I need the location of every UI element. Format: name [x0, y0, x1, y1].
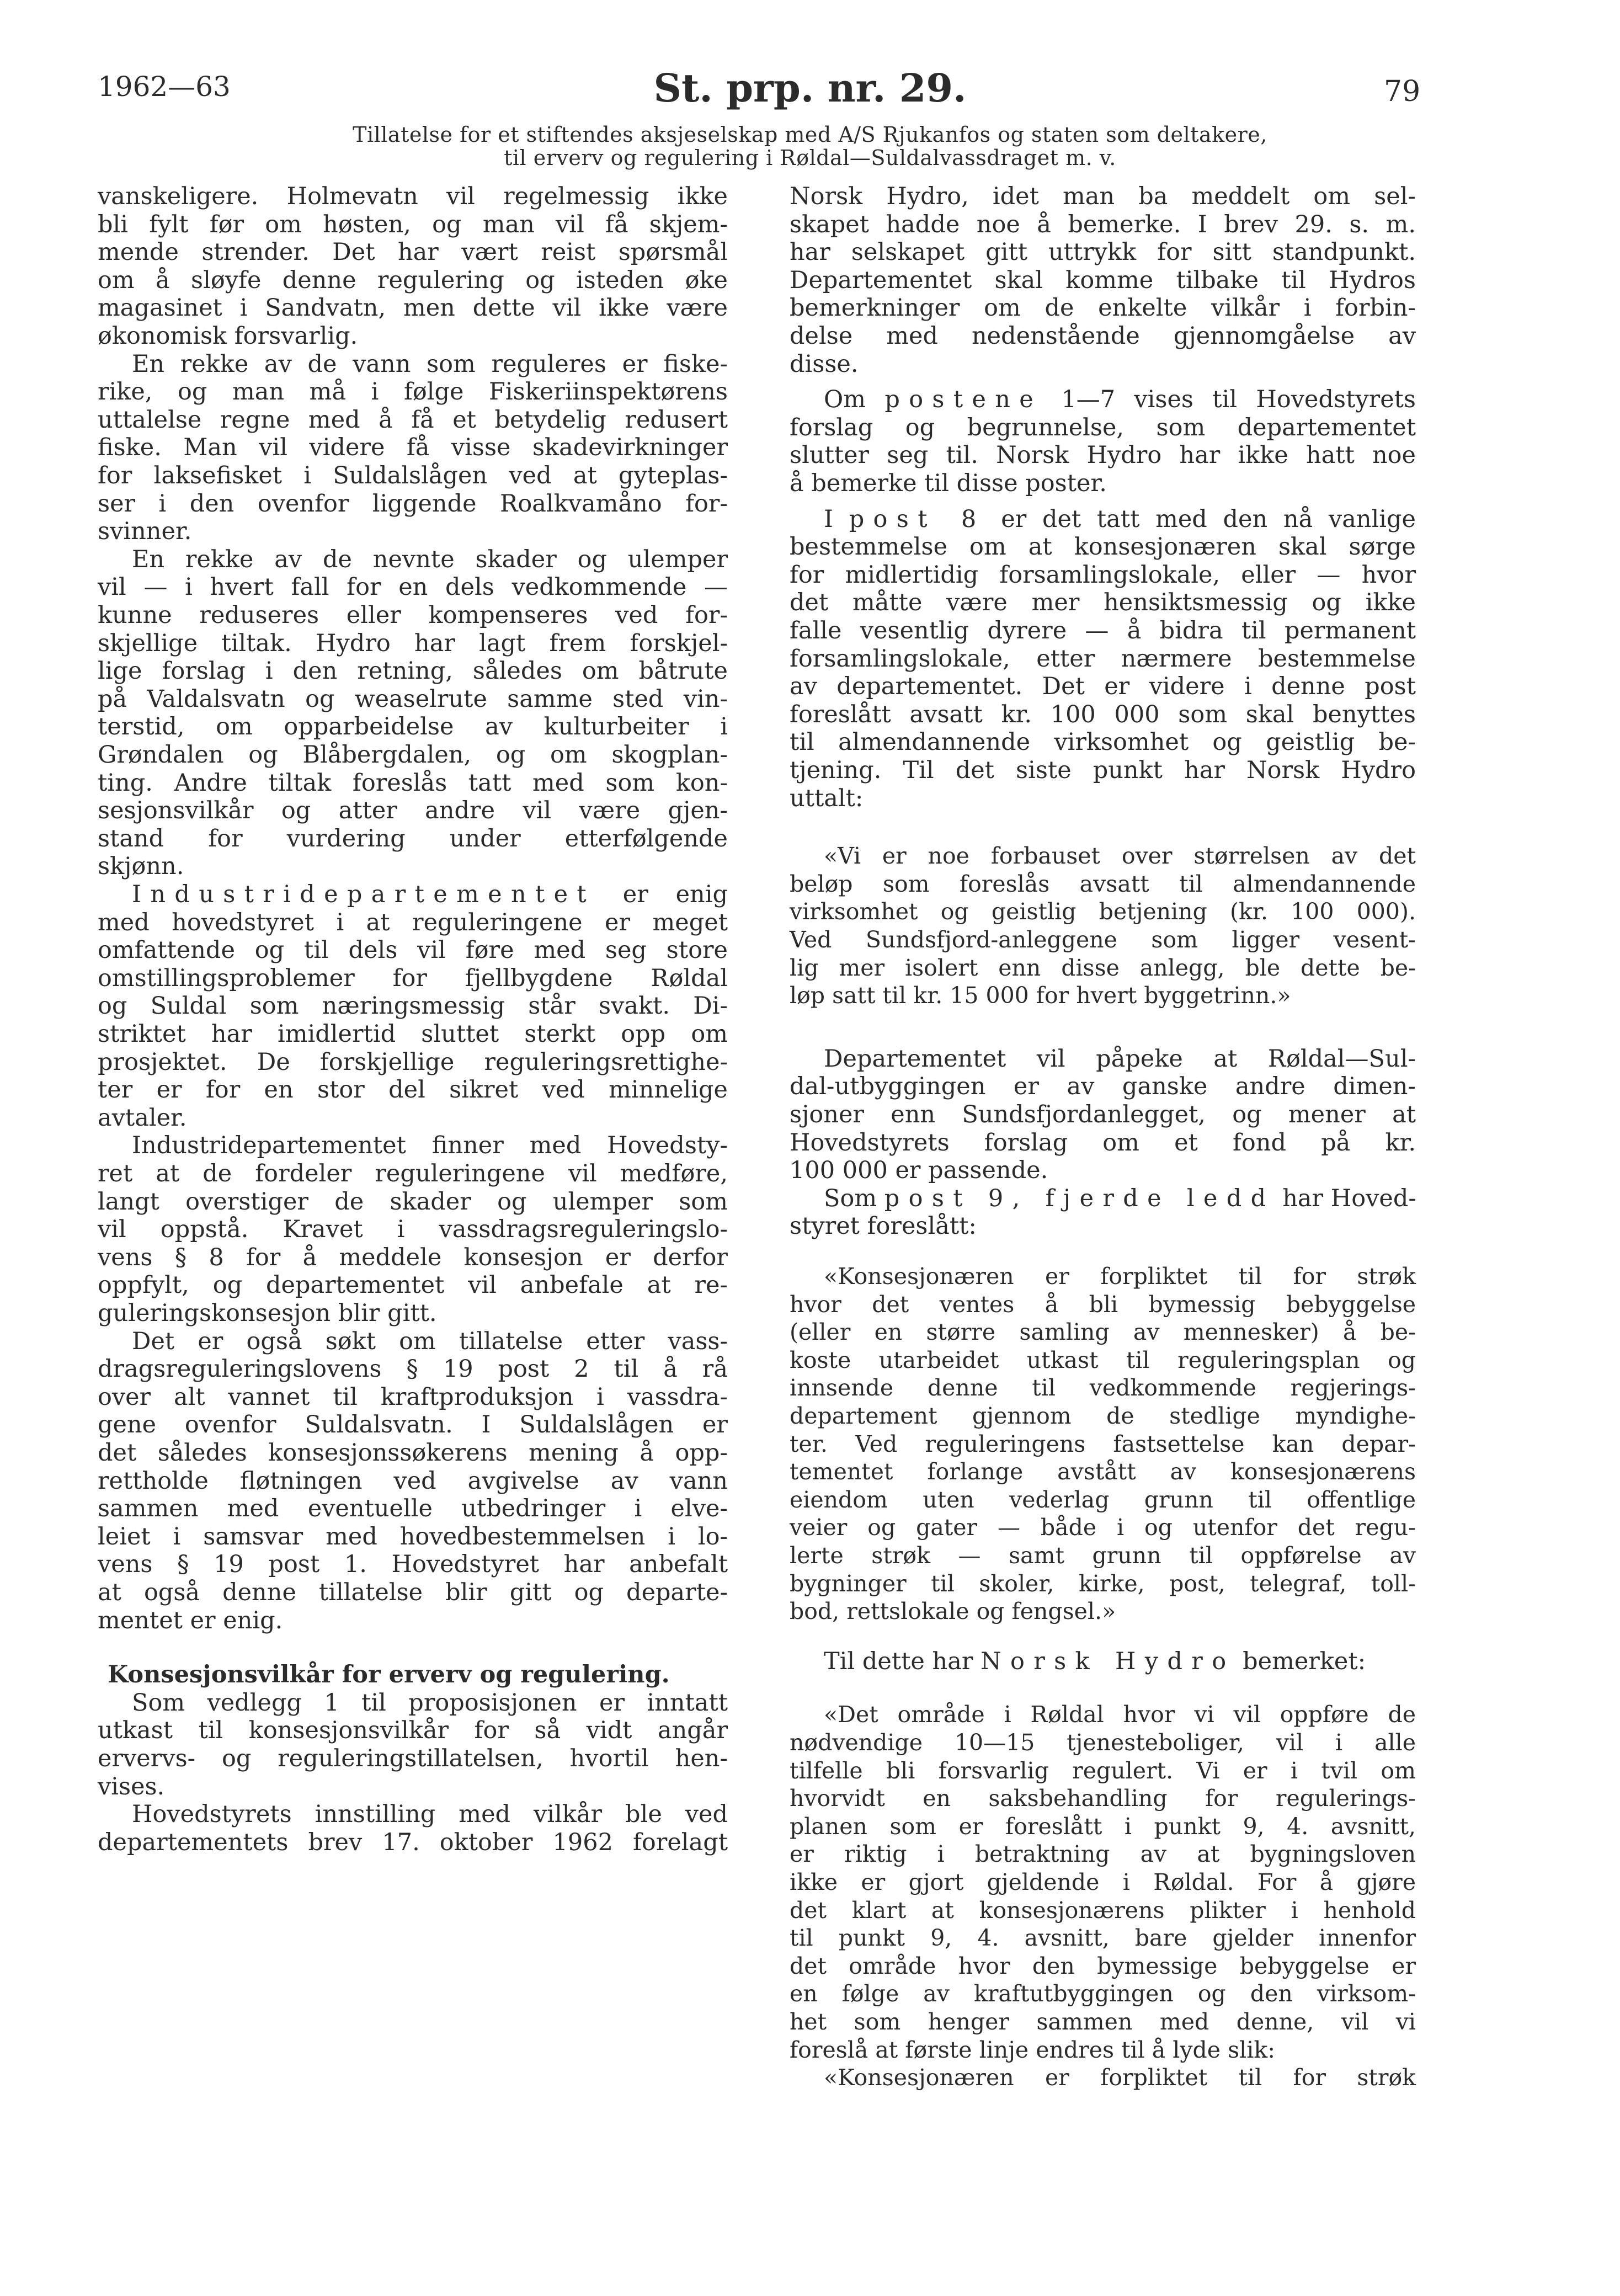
text-line: sjoner enn Sundsfjordanlegget, og mener at [790, 1101, 1416, 1128]
text-line: «Det område i Røldal hvor vi vil oppføre de [824, 1701, 1416, 1728]
text-line: utkast til konsesjonsvilkår for så vidt angår [98, 1717, 728, 1745]
text-line: disse. [790, 350, 859, 378]
text-line: langt overstiger de skader og ulemper som [98, 1187, 728, 1216]
text-line: skjønn. [98, 853, 184, 881]
text-line: ervervs- og reguleringstillatelsen, hvortil hen- [98, 1745, 728, 1772]
text-line: Departementet skal komme tilbake til Hydros [790, 266, 1416, 294]
text-line: lig mer isolert enn disse anlegg, ble dette be- [790, 954, 1416, 981]
text-line: Departementet vil påpeke at Røldal—Sul- [824, 1045, 1416, 1073]
text-line: tjening. Til det siste punkt har Norsk Hydro [790, 757, 1416, 784]
text-line: på Valdalsvatn og weaselrute samme sted vin- [98, 685, 728, 713]
text-line: vil oppstå. Kravet i vassdragsreguleringslo- [98, 1216, 728, 1244]
text-line: at også denne tillatelse blir gitt og departe- [98, 1579, 728, 1606]
text-line: I post 8 er det tatt med den nå vanlige [824, 505, 1416, 533]
running-subtitle-line-2: til erverv og regulering i Røldal—Suldalvassdraget m. v. [504, 146, 1116, 170]
text-line: Om postene 1—7 vises til Hovedstyrets [824, 386, 1416, 414]
text-line: skjellige tiltak. Hydro har lagt frem forskjel- [98, 629, 728, 657]
section-heading-text: Konsesjonsvilkår for erverv og regulering. [108, 1661, 670, 1689]
text-line: rettholde fløtningen ved avgivelse av vann [98, 1467, 728, 1495]
text-line: forslag og begrunnelse, som departementet [790, 413, 1416, 441]
text-line: ikke er gjort gjeldende i Røldal. For å gjøre [790, 1869, 1416, 1895]
text-line: Til dette har Norsk Hydro bemerket: [824, 1647, 1366, 1675]
text-line: av departementet. Det er videre i denne post [790, 673, 1416, 701]
text-line: leiet i samsvar med hovedbestemmelsen i lo- [98, 1522, 728, 1551]
text-line: departementets brev 17. oktober 1962 forelagt [98, 1828, 728, 1856]
text-line: ting. Andre tiltak foreslås tatt med som kon- [98, 769, 728, 797]
text-line: foreslå at første linje endres til å lyde slik: [790, 2036, 1276, 2063]
text-line: gene ovenfor Suldalsvatn. I Suldalslågen er [98, 1411, 728, 1439]
text-line: dal-utbyggingen er av ganske andre dimen- [790, 1073, 1416, 1101]
text-line: det måtte være mer hensiktsmessig og ikke [790, 589, 1416, 617]
text-line: og Suldal som næringsmessig står svakt. Di- [98, 992, 728, 1020]
text-line: guleringskonsesjon blir gitt. [98, 1299, 437, 1327]
text-line: bli fylt før om høsten, og man vil få skjem- [98, 210, 728, 238]
page-number: 79 [1384, 75, 1421, 108]
text-line: fiske. Man vil videre få visse skadevirkninger [98, 434, 728, 462]
text-line: Grøndalen og Blåbergdalen, og om skogplan- [98, 741, 728, 769]
text-line: økonomisk forsvarlig. [98, 322, 358, 350]
text-line: vens § 8 for å meddele konsesjon er derfor [98, 1243, 728, 1271]
text-line: omstillingsproblemer for fjellbygdene Røldal [98, 964, 728, 992]
text-line: bemerkninger om de enkelte vilkår i forbin- [790, 294, 1416, 322]
spaced-emphasis: post 9, fjerde ledd [884, 1184, 1275, 1212]
text-line: styret foreslått: [790, 1212, 977, 1240]
text-line: tilfelle bli forsvarlig regulert. Vi er i tvil om [790, 1757, 1416, 1784]
text-line: det klart at konsesjonærens plikter i henhold [790, 1897, 1416, 1924]
text-line: er riktig i betraktning av at bygningsloven [790, 1841, 1416, 1868]
text-line: prosjektet. De forskjellige reguleringsrettighe- [98, 1048, 728, 1076]
document-title: St. prp. nr. 29. [653, 65, 967, 111]
text-line: sesjonsvilkår og atter andre vil være gjen- [98, 797, 728, 825]
session-year: 1962—63 [98, 71, 231, 103]
text-line: ret at de fordeler reguleringene vil medføre, [98, 1160, 728, 1187]
text-line: het som henger sammen med denne, vil vi [790, 2009, 1416, 2035]
text-line: ter er for en stor del sikret ved minnelige [98, 1076, 728, 1104]
text-line: nødvendige 10—15 tjenesteboliger, vil i alle [790, 1729, 1416, 1756]
text-line: «Vi er noe forbauset over størrelsen av det [824, 843, 1416, 870]
text-line: bod, rettslokale og fengsel.» [790, 1598, 1116, 1625]
spaced-emphasis: Industridepartementet [132, 881, 596, 908]
text-line: lerte strøk — samt grunn til oppførelse av [790, 1542, 1416, 1569]
text-line: Norsk Hydro, idet man ba meddelt om sel- [790, 183, 1416, 210]
text-line: veier og gater — både i og utenfor det regu- [790, 1514, 1416, 1541]
text-line: til punkt 9, 4. avsnitt, bare gjelder innenfor [790, 1925, 1416, 1952]
text-line: hvor det ventes å bli bymessig bebyggelse [790, 1291, 1416, 1318]
text-line: forsamlingslokale, etter nærmere bestemmelse [790, 644, 1416, 673]
text-line: sammen med eventuelle utbedringer i elve- [98, 1495, 728, 1523]
text-line: Det er også søkt om tillatelse etter vass- [132, 1327, 728, 1355]
text-line: 100 000 er passende. [790, 1157, 1048, 1185]
text-line: hvorvidt en saksbehandling for regulerings- [790, 1785, 1416, 1812]
text-line: beløp som foreslås avsatt til almendannende [790, 870, 1416, 897]
text-line: vens § 19 post 1. Hovedstyret har anbefalt [98, 1551, 728, 1579]
text-line: foreslått avsatt kr. 100 000 som skal benyttes [790, 700, 1416, 728]
text-line: terstid, om opparbeidelse av kulturbeiter i [98, 713, 728, 741]
text-line: Hovedstyrets innstilling med vilkår ble ved [132, 1800, 728, 1829]
text-line: om å sløyfe denne regulering og isteden øke [98, 266, 728, 294]
text-line: det område hvor den bymessige bebyggelse er [790, 1952, 1416, 1979]
text-line: Som vedlegg 1 til proposisjonen er inntatt [132, 1688, 728, 1717]
text-line: for midlertidig forsamlingslokale, eller — hvor [790, 561, 1416, 589]
text-line: det således konsesjonssøkerens mening å opp- [98, 1439, 728, 1467]
text-line: koste utarbeidet utkast til reguleringsplan og [790, 1346, 1416, 1373]
text-line: skapet hadde noe å bemerke. I brev 29. s. m. [790, 210, 1416, 238]
text-line: har selskapet gitt uttrykk for sitt standpunkt. [790, 238, 1416, 267]
text-line: (eller en større samling av mennesker) å be- [790, 1319, 1416, 1346]
text-line: en følge av kraftutbyggingen og den virksom- [790, 1980, 1416, 2007]
text-line: eiendom uten vederlag grunn til offentlige [790, 1486, 1416, 1513]
spaced-emphasis: Norsk Hydro [980, 1647, 1235, 1675]
text-line: lige forslag i den retning, således om båtrute [98, 657, 728, 685]
text-line: virksomhet og geistlig betjening (kr. 100 000). [790, 898, 1416, 925]
text-line: Industridepartementet finner med Hovedsty- [132, 1132, 728, 1160]
text-line: ter. Ved reguleringens fastsettelse kan depar- [790, 1430, 1416, 1457]
text-line: vil — i hvert fall for en dels vedkommende — [98, 573, 728, 601]
text-line: å bemerke til disse poster. [790, 470, 1107, 497]
text-line: vanskeligere. Holmevatn vil regelmessig ikke [98, 183, 728, 210]
text-line: magasinet i Sandvatn, men dette vil ikke være [98, 294, 728, 322]
text-line: bestemmelse om at konsesjonæren skal sørge [790, 533, 1416, 561]
text-line: Hovedstyrets forslag om et fond på kr. [790, 1128, 1416, 1157]
text-line: over alt vannet til kraftproduksjon i vassdra- [98, 1383, 728, 1411]
text-line: avtaler. [98, 1104, 187, 1132]
spaced-emphasis: postene [884, 386, 1043, 414]
text-line: «Konsesjonæren er forpliktet til for strøk [824, 2064, 1416, 2091]
text-line: slutter seg til. Norsk Hydro har ikke hatt noe [790, 441, 1416, 470]
spaced-emphasis: post 8 [849, 505, 985, 533]
text-line: delse med nedenstående gjennomgåelse av [790, 322, 1416, 350]
text-line: vises. [98, 1772, 165, 1800]
text-line: bygninger til skoler, kirke, post, telegraf, toll- [790, 1570, 1416, 1597]
text-line: En rekke av de nevnte skader og ulemper [132, 545, 728, 573]
text-line: Ved Sundsfjord-anleggene som ligger vesent- [790, 926, 1416, 953]
text-line: for laksefisket i Suldalslågen ved at gyteplas- [98, 462, 728, 489]
text-line: tementet forlange avstått av konsesjonærens [790, 1458, 1416, 1485]
text-line: uttalt: [790, 784, 864, 812]
text-line: Som post 9, fjerde ledd har Hoved- [824, 1184, 1416, 1212]
text-line: rike, og man må i følge Fiskeriinspektørens [98, 378, 728, 406]
text-line: med hovedstyret i at reguleringene er meget [98, 908, 728, 936]
text-line: ser i den ovenfor liggende Roalkvamåno for- [98, 489, 728, 518]
text-line: mentet er enig. [98, 1606, 283, 1634]
text-line: stand for vurdering under etterfølgende [98, 824, 728, 853]
text-line: til almendannende virksomhet og geistlig be- [790, 728, 1416, 757]
text-line: Industridepartementet er enig [132, 881, 728, 908]
text-line: oppfylt, og departementet vil anbefale at re- [98, 1271, 728, 1299]
text-line: falle vesentlig dyrere — å bidra til permanent [790, 617, 1416, 644]
text-line: mende strender. Det har vært reist spørsmål [98, 238, 728, 267]
text-line: departement gjennom de stedlige myndighe- [790, 1403, 1416, 1429]
text-line: innsende denne til vedkommende regjerings- [790, 1375, 1416, 1402]
text-line: omfattende og til dels vil føre med seg store [98, 936, 728, 965]
running-subtitle-line-1: Tillatelse for et stiftendes aksjeselskap med A/S Rjukanfos og staten som deltakere, [353, 122, 1267, 147]
text-line: dragsreguleringslovens § 19 post 2 til å rå [98, 1355, 728, 1383]
text-line: «Konsesjonæren er forpliktet til for strøk [824, 1263, 1416, 1290]
text-line: striktet har imidlertid sluttet sterkt opp om [98, 1020, 728, 1048]
text-line: uttalelse regne med å få et betydelig redusert [98, 406, 728, 434]
text-line: planen som er foreslått i punkt 9, 4. avsnitt, [790, 1813, 1416, 1840]
text-line: En rekke av de vann som reguleres er fiske- [132, 350, 728, 378]
text-line: svinner. [98, 518, 192, 546]
text-line: løp satt til kr. 15 000 for hvert byggetrinn.» [790, 982, 1291, 1009]
text-line: kunne reduseres eller kompenseres ved for- [98, 601, 728, 629]
